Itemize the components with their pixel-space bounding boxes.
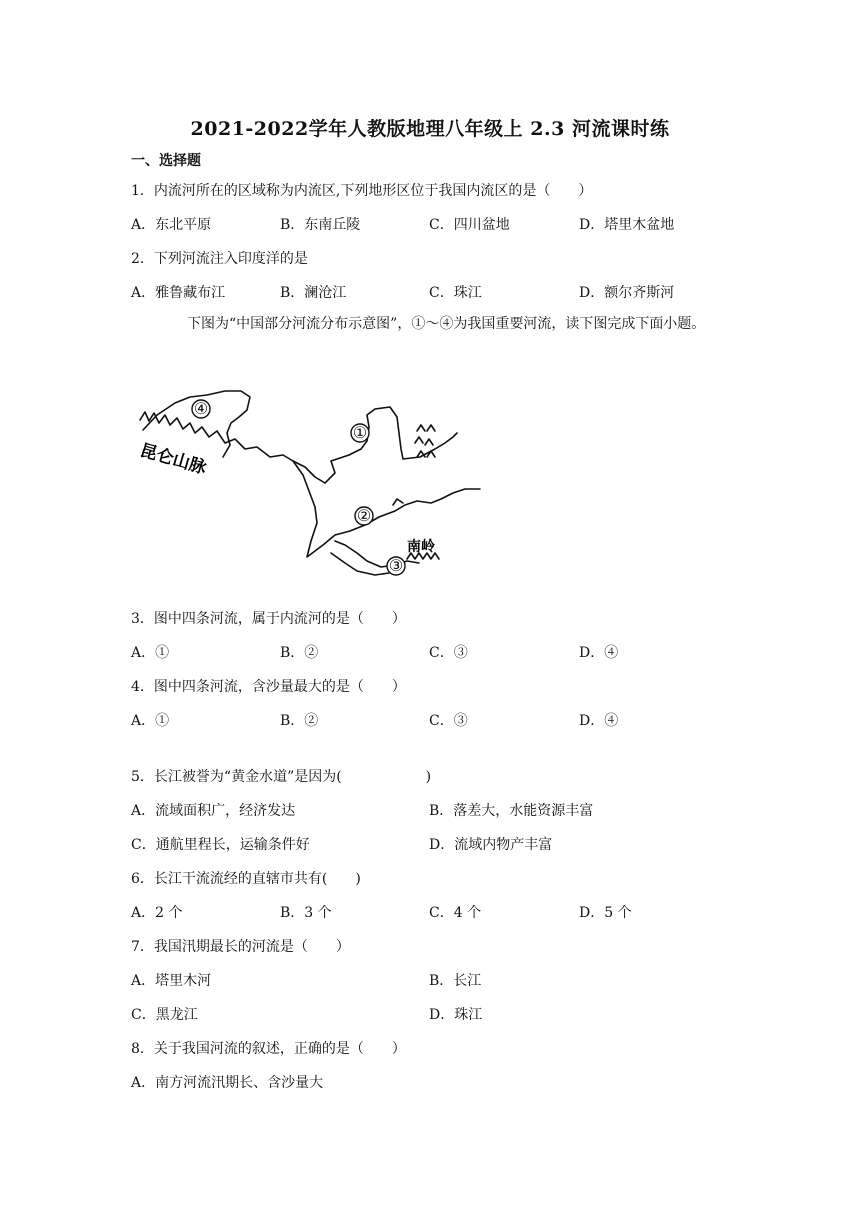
question-8: 8．关于我国河流的叙述，正确的是（ ） [131, 1041, 406, 1057]
q3-option-b[interactable]: B．② [280, 645, 319, 661]
marker-4: ④ [193, 399, 209, 418]
q3-option-d[interactable]: D．④ [579, 645, 619, 661]
question-5: 5．长江被誉为“黄金水道”是因为( ) [131, 769, 432, 785]
marker-3: ③ [388, 556, 404, 575]
q2-option-d[interactable]: D．额尔齐斯河 [579, 285, 675, 301]
q7-option-b[interactable]: B．长江 [429, 973, 482, 989]
q5-option-c[interactable]: C．通航里程长，运输条件好 [131, 837, 310, 853]
question-2: 2．下列河流注入印度洋的是 [131, 251, 308, 267]
q3-option-a[interactable]: A．① [131, 645, 170, 661]
q1-option-a[interactable]: A．东北平原 [131, 217, 212, 233]
q1-option-c[interactable]: C．四川盆地 [429, 217, 510, 233]
river-2-path [293, 461, 480, 557]
q2-option-c[interactable]: C．珠江 [429, 285, 482, 301]
q2-option-a[interactable]: A．雅鲁藏布江 [131, 285, 226, 301]
question-6: 6．长江干流流经的直辖市共有( ) [131, 871, 361, 887]
q6-option-b[interactable]: B．3 个 [280, 905, 332, 921]
q7-option-a[interactable]: A．塔里木河 [131, 973, 212, 989]
q1-option-d[interactable]: D．塔里木盆地 [579, 217, 675, 233]
q2-option-b[interactable]: B．澜沧江 [280, 285, 347, 301]
q5-option-a[interactable]: A．流域面积广，经济发达 [131, 803, 296, 819]
q7-option-c[interactable]: C．黑龙江 [131, 1007, 198, 1023]
q4-option-d[interactable]: D．④ [579, 713, 619, 729]
q8-option-a[interactable]: A．南方河流汛期长、含沙量大 [131, 1075, 324, 1091]
q4-option-c[interactable]: C．③ [429, 713, 468, 729]
q5-option-b[interactable]: B．落差大，水能资源丰富 [429, 803, 594, 819]
question-1: 1．内流河所在的区域称为内流区,下列地形区位于我国内流区的是（ ） [131, 183, 593, 199]
q6-option-a[interactable]: A．2 个 [131, 905, 183, 921]
q4-option-a[interactable]: A．① [131, 713, 170, 729]
q4-option-b[interactable]: B．② [280, 713, 319, 729]
q5-option-d[interactable]: D．流域内物产丰富 [429, 837, 553, 853]
q6-option-d[interactable]: D．5 个 [579, 905, 632, 921]
question-3: 3．图中四条河流，属于内流河的是（ ） [131, 611, 406, 627]
q7-option-d[interactable]: D．珠江 [429, 1007, 483, 1023]
page-title: 2021-2022学年人教版地理八年级上 2.3 河流课时练 [190, 118, 670, 140]
kunlun-mountain-label: 昆仑山脉 [137, 440, 209, 479]
question-4: 4．图中四条河流，含沙量最大的是（ ） [131, 679, 406, 695]
marker-1: ① [352, 423, 368, 442]
q3-option-c[interactable]: C．③ [429, 645, 468, 661]
q6-option-c[interactable]: C．4 个 [429, 905, 482, 921]
nanling-label: 南岭 [407, 539, 435, 555]
section-heading: 一、选择题 [131, 153, 201, 169]
china-rivers-map [135, 385, 485, 585]
question-7: 7．我国汛期最长的河流是（ ） [131, 939, 350, 955]
map-intro-text: 下图为“中国部分河流分布示意图”，①～④为我国重要河流，读下图完成下面小题。 [187, 316, 706, 332]
q1-option-b[interactable]: B．东南丘陵 [280, 217, 361, 233]
marker-2: ② [356, 506, 372, 525]
